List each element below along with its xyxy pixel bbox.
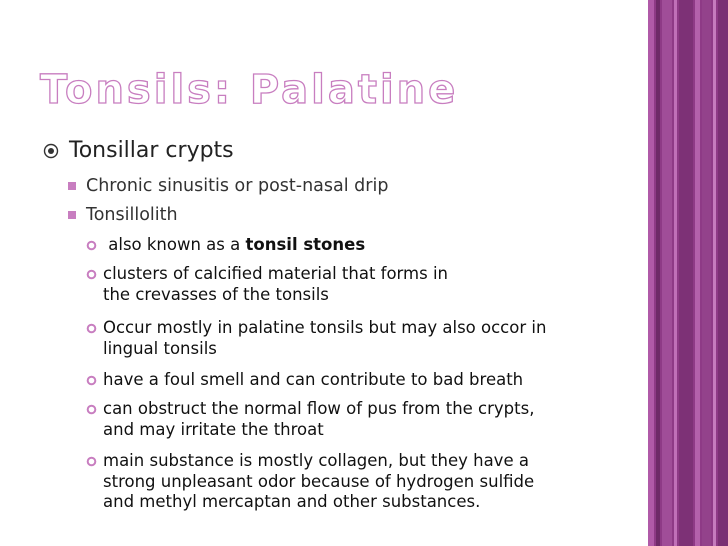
bullet-text: have a foul smell and can contribute to bad breath: [103, 370, 524, 389]
bullet-text: Chronic sinusitis or post-nasal drip: [86, 176, 389, 196]
bullet-level3: [86, 370, 523, 391]
bullet-level3: [86, 451, 534, 513]
slide-title: Tonsils: Palatine: [40, 67, 459, 113]
bullet-level3: [86, 235, 365, 256]
ring-bullet-icon: [86, 264, 103, 285]
bullet-text: can obstruct the normal flow of pus from the crypts, and may irritate the throat: [103, 399, 535, 439]
bullet-text: Tonsillar crypts: [69, 138, 234, 163]
target-bullet-icon: [43, 138, 69, 164]
bullet-text: Tonsillolith: [86, 205, 178, 225]
ring-bullet-icon: [86, 451, 103, 472]
bullet-text: clusters of calcified material that forms in the crevasses of the tonsils: [103, 264, 449, 304]
square-bullet-icon: [68, 204, 86, 226]
bullet-level3: [86, 264, 448, 305]
bullet-text: Occur mostly in palatine tonsils but may also occor in lingual tonsils: [103, 318, 547, 358]
bullet-level3: [86, 318, 546, 359]
bullet-text: also known as a tonsil stones: [108, 235, 366, 254]
bullet-level1: [43, 138, 234, 164]
ring-bullet-icon: [86, 235, 103, 256]
decorative-stripes: [648, 0, 728, 546]
ring-bullet-icon: [86, 318, 103, 339]
ring-bullet-icon: [86, 370, 103, 391]
bullet-level3: [86, 399, 534, 440]
bullet-text: main substance is mostly collagen, but they have a strong unpleasant odor because of hydrogen sulfide and methyl mercaptan and other substances.: [103, 451, 535, 511]
bullet-level2: [68, 175, 388, 197]
ring-bullet-icon: [86, 399, 103, 420]
square-bullet-icon: [68, 175, 86, 197]
bullet-level2: [68, 204, 178, 226]
